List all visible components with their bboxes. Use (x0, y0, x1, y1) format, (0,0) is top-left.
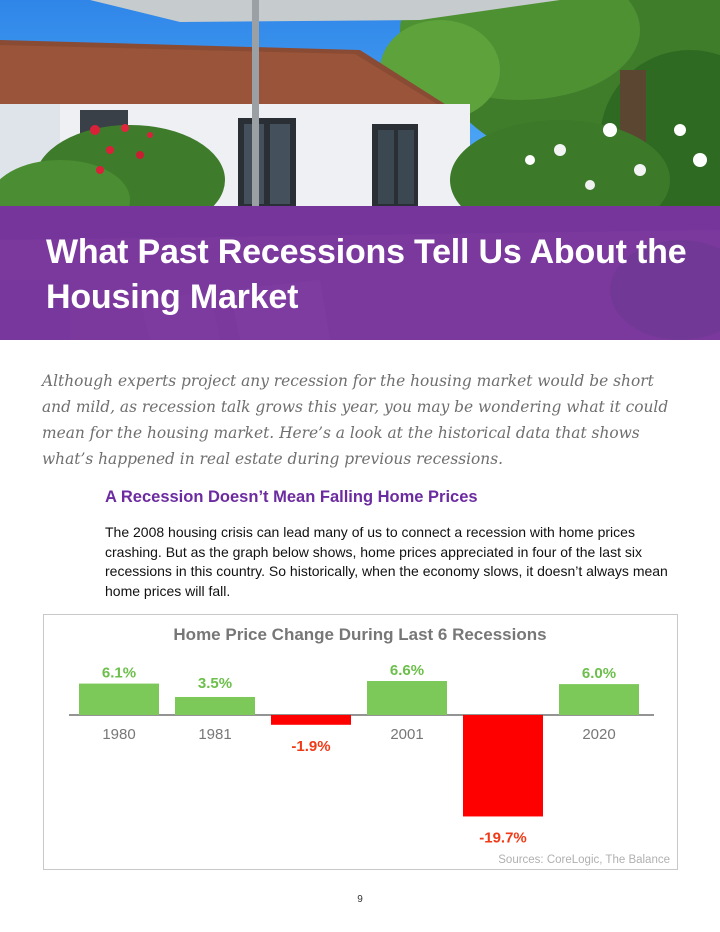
bar-2008 (463, 715, 543, 816)
chart-source: Sources: CoreLogic, The Balance (498, 854, 670, 866)
bar-1990 (271, 715, 351, 725)
category-label-1980: 1980 (102, 726, 136, 743)
chart-container (43, 614, 678, 870)
category-label-2020: 2020 (582, 726, 616, 743)
page-number: 9 (357, 894, 363, 905)
value-label-2001: 6.6% (389, 662, 425, 680)
section-heading: A Recession Doesn’t Mean Falling Home Prices (105, 488, 478, 506)
section-body: The 2008 housing crisis can lead many of us to connect a recession with home prices crashing. But as the graph below shows, home prices appreciated in four of the last six recessions in this country. So historically, when the economy slows, it doesn’t always mean home prices will fall. (105, 524, 668, 599)
bar-2020 (559, 684, 639, 715)
bar-chart (44, 615, 679, 871)
category-label-1981: 1981 (198, 726, 232, 743)
chart-title: Home Price Change During Last 6 Recessions (173, 625, 547, 644)
value-label-2020: 6.0% (581, 665, 617, 683)
value-label-1990: -1.9% (291, 737, 331, 755)
value-label-1980: 6.1% (101, 664, 137, 682)
category-label-2001: 2001 (390, 726, 424, 743)
bar-1981 (175, 697, 255, 715)
hero-image (0, 0, 720, 340)
value-label-1981: 3.5% (197, 674, 233, 692)
value-label-2008: -19.7% (479, 829, 527, 847)
bar-1980 (79, 684, 159, 715)
page-title: What Past Recessions Tell Us About the Housing Market (46, 233, 687, 316)
bar-2001 (367, 681, 447, 715)
intro-paragraph: Although experts project any recession for the housing market would be short and mild, as recession talk grows this year, you may be wondering what it could mean for the housing market. Here’s a look at the historical data that shows what’s happened in real estate during previous recessions. (42, 372, 669, 468)
